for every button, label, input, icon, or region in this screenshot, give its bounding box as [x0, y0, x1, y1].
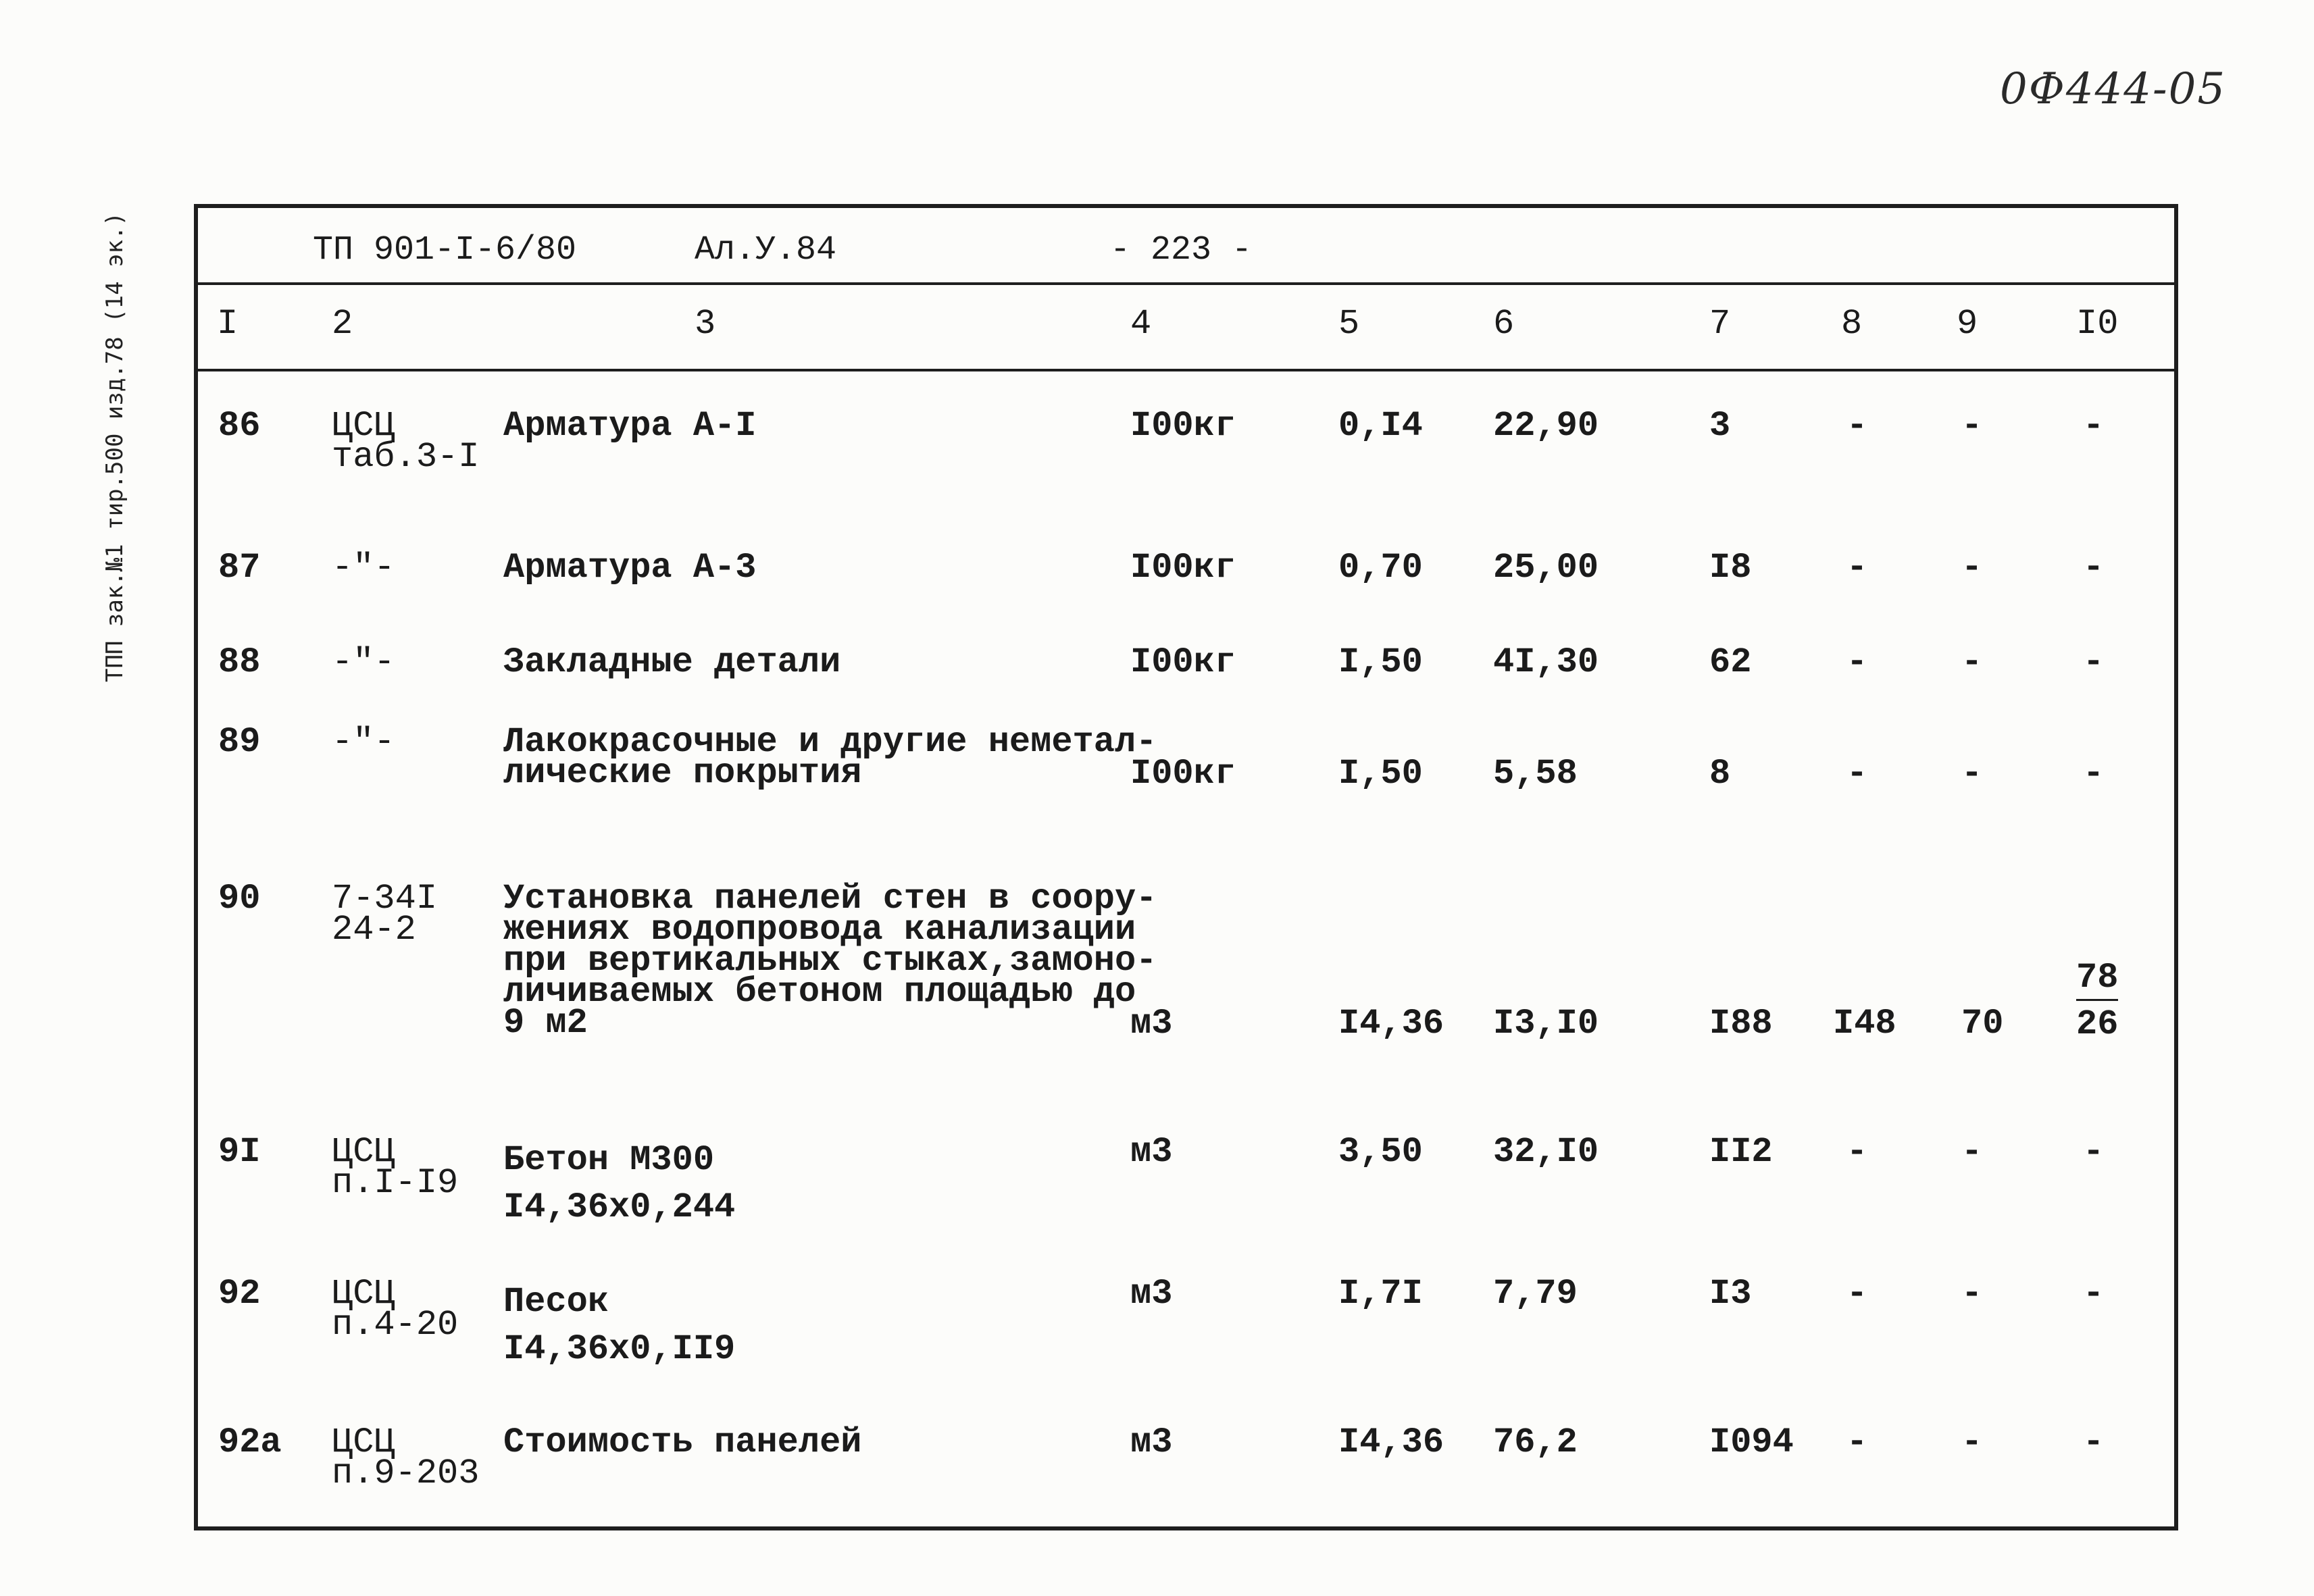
- unit: м3: [1130, 1422, 1173, 1462]
- unit-price: 22,90: [1493, 406, 1599, 446]
- col9-value: -: [1961, 1422, 1983, 1462]
- price-reference: ЦСЦ п.I-I9: [332, 1132, 459, 1203]
- col8-value: -: [1846, 548, 1868, 588]
- unit: м3: [1130, 1274, 1173, 1314]
- work-description: Арматура А-3: [503, 548, 757, 588]
- row-number: 89: [218, 722, 261, 762]
- unit-price: 7,79: [1493, 1274, 1578, 1314]
- column-header-1: I: [217, 304, 238, 344]
- work-description: Закладные детали: [503, 642, 841, 682]
- unit: м3: [1130, 1132, 1173, 1172]
- total-cost: 3: [1709, 406, 1731, 446]
- column-header-10: I0: [2076, 304, 2119, 344]
- unit-price: 76,2: [1493, 1422, 1578, 1462]
- total-cost: I8: [1709, 548, 1752, 588]
- quantity: 3,50: [1338, 1132, 1423, 1172]
- col9-value: -: [1961, 642, 1983, 682]
- row-number: 90: [218, 879, 261, 919]
- col9-value: -: [1961, 1274, 1983, 1314]
- col10-value: -: [2083, 1132, 2105, 1172]
- price-reference: ЦСЦ п.9-203: [332, 1422, 480, 1493]
- work-description: Установка панелей стен в соору- жениях водопровода канализации при вертикальных стыках,замоно- личиваемых бетоном площадью до 9 м2: [503, 879, 1157, 1043]
- total-cost: 62: [1709, 642, 1752, 682]
- quantity: I,50: [1338, 642, 1423, 682]
- unit-price: 5,58: [1493, 754, 1578, 794]
- quantity: 0,70: [1338, 548, 1423, 588]
- header-divider: [198, 282, 2174, 285]
- col10-value: -: [2083, 642, 2105, 682]
- total-cost: II2: [1709, 1132, 1773, 1172]
- unit-price: I3,I0: [1493, 1004, 1599, 1044]
- fraction: [2076, 958, 2119, 1044]
- col9-value: -: [1961, 406, 1983, 446]
- quantity: 0,I4: [1338, 406, 1423, 446]
- total-cost: I3: [1709, 1274, 1752, 1314]
- unit-price: 32,I0: [1493, 1132, 1599, 1172]
- quantity: I,50: [1338, 754, 1423, 794]
- col10-value: -: [2083, 1274, 2105, 1314]
- column-header-divider: [198, 369, 2174, 371]
- work-description: Бетон М300 I4,36х0,244: [503, 1140, 736, 1227]
- unit: I00кг: [1130, 642, 1236, 682]
- total-cost: 8: [1709, 754, 1731, 794]
- col9-value: -: [1961, 1132, 1983, 1172]
- col9-value: -: [1961, 548, 1983, 588]
- quantity: I4,36: [1338, 1422, 1444, 1462]
- column-header-9: 9: [1957, 304, 1978, 344]
- row-number: 86: [218, 406, 261, 446]
- column-header-5: 5: [1338, 304, 1360, 344]
- price-reference: -"-: [332, 548, 395, 588]
- page-number: - 223 -: [1110, 231, 1253, 269]
- column-header-4: 4: [1130, 304, 1152, 344]
- price-reference: ЦСЦ п.4-20: [332, 1274, 459, 1345]
- album-number: Ал.У.84: [695, 231, 837, 269]
- col8-value: -: [1846, 1132, 1868, 1172]
- total-cost: I094: [1709, 1422, 1794, 1462]
- column-header-6: 6: [1493, 304, 1515, 344]
- column-header-7: 7: [1709, 304, 1731, 344]
- col10-value: -: [2083, 548, 2105, 588]
- col8-value: -: [1846, 1274, 1868, 1314]
- margin-print-note: ТПП зак.№1 тир.500 изд.78 (14 эк.): [101, 212, 128, 682]
- row-number: 88: [218, 642, 261, 682]
- col9-value: 70: [1961, 1004, 2004, 1044]
- fraction-denominator: 26: [2076, 1004, 2119, 1044]
- col10-fraction: [2076, 958, 2119, 1044]
- col8-value: -: [1846, 642, 1868, 682]
- price-reference: -"-: [332, 642, 395, 682]
- unit: I00кг: [1130, 754, 1236, 794]
- fraction-numerator: 78: [2076, 961, 2118, 1001]
- row-number: 92а: [218, 1422, 282, 1462]
- work-description: Арматура А-I: [503, 406, 757, 446]
- col8-value: -: [1846, 754, 1868, 794]
- row-number: 92: [218, 1274, 261, 1314]
- unit-price: 25,00: [1493, 548, 1599, 588]
- col10-value: -: [2083, 1422, 2105, 1462]
- unit: м3: [1130, 1004, 1173, 1044]
- price-reference: ЦСЦ таб.3-I: [332, 406, 480, 477]
- unit-price: 4I,30: [1493, 642, 1599, 682]
- work-description: Песок I4,36х0,II9: [503, 1282, 736, 1369]
- row-number: 9I: [218, 1132, 261, 1172]
- column-header-3: 3: [695, 304, 716, 344]
- doc-code: ТП 901-I-6/80: [313, 231, 577, 269]
- quantity: I4,36: [1338, 1004, 1444, 1044]
- row-number: 87: [218, 548, 261, 588]
- column-header-8: 8: [1841, 304, 1863, 344]
- price-reference: 7-34I 24-2: [332, 879, 438, 950]
- unit: I00кг: [1130, 406, 1236, 446]
- col9-value: -: [1961, 754, 1983, 794]
- archive-stamp: 0Ф444-05: [2000, 64, 2227, 114]
- col8-value: -: [1846, 406, 1868, 446]
- quantity: I,7I: [1338, 1274, 1423, 1314]
- col8-value: I48: [1833, 1004, 1896, 1044]
- column-header-2: 2: [332, 304, 353, 344]
- work-description: Лакокрасочные и другие неметал- лические покрытия: [503, 722, 1157, 793]
- price-reference: -"-: [332, 722, 395, 762]
- estimate-table: [194, 204, 2178, 1530]
- col10-value: -: [2083, 754, 2105, 794]
- work-description: Стоимость панелей: [503, 1422, 862, 1462]
- unit: I00кг: [1130, 548, 1236, 588]
- col10-value: -: [2083, 406, 2105, 446]
- col8-value: -: [1846, 1422, 1868, 1462]
- total-cost: I88: [1709, 1004, 1773, 1044]
